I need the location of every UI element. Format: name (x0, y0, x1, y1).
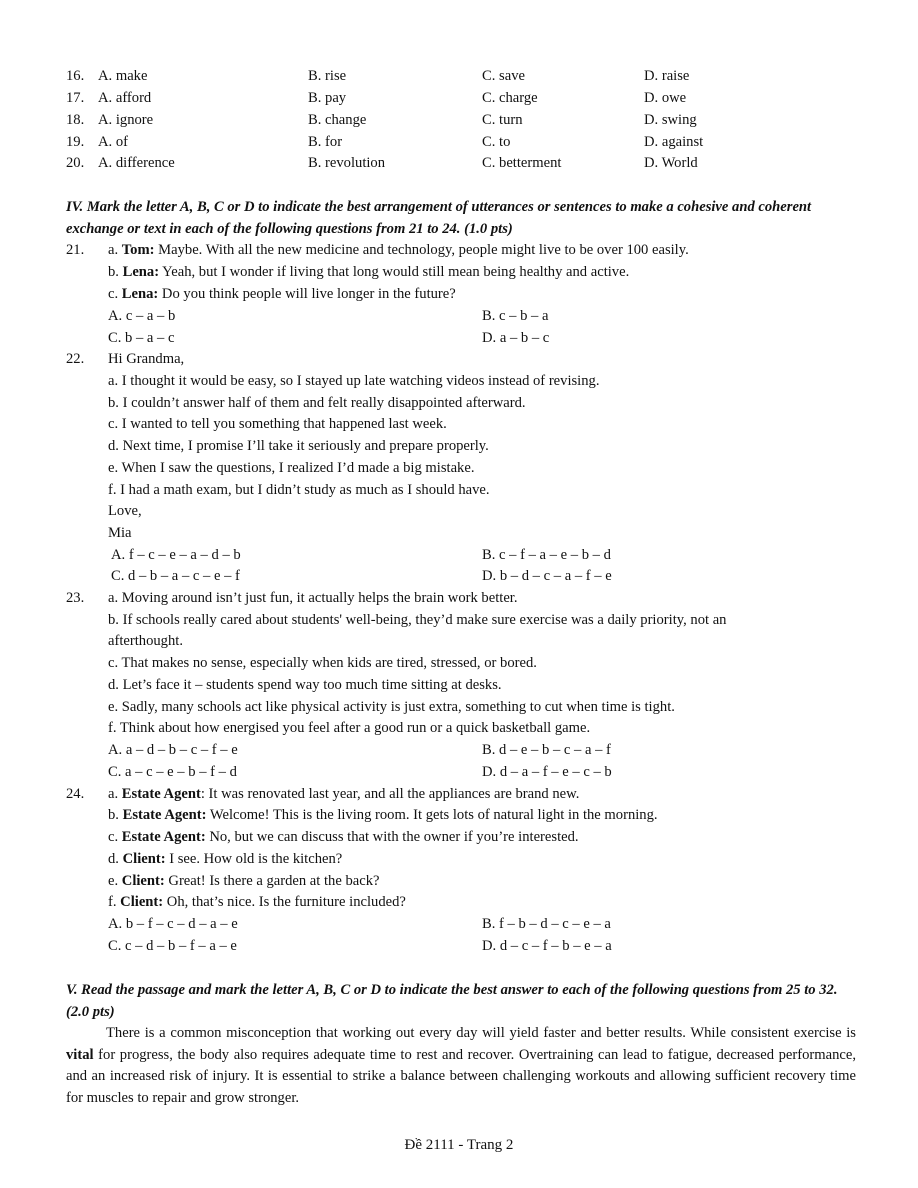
option-b: B. change (308, 112, 367, 128)
q21-line-c: c. Lena: Do you think people will live longer in the future? (108, 286, 456, 302)
q24-answer-c[interactable]: C. c – d – b – f – a – e (108, 938, 237, 954)
option-d: D. swing (644, 112, 697, 128)
page-footer: Đề 2111 - Trang 2 (404, 1137, 514, 1153)
q24-line-c: c. Estate Agent: No, but we can discuss that with the owner if you’re interested. (108, 829, 579, 845)
q23-answer-d[interactable]: D. d – a – f – e – c – b (482, 764, 612, 780)
q22-answer-c[interactable]: C. d – b – a – c – e – f (111, 568, 240, 584)
q23-line-b: b. If schools really cared about students' well-being, they’d make sure exercise was a daily priority, not an (108, 612, 727, 628)
option-c: C. betterment (482, 155, 562, 171)
q23-line-c: c. That makes no sense, especially when kids are tired, stressed, or bored. (108, 655, 537, 671)
speaker: Lena: (121, 286, 159, 302)
option-c: C. charge (482, 90, 538, 106)
q23-line-e: e. Sadly, many schools act like physical activity is just extra, something to cut when time is tight. (108, 699, 675, 715)
section-4-title: IV. Mark the letter A, B, C or D to indicate the best arrangement of utterances or sentences to make a cohesive and coherent exchange or text in each of the following questions from 21 to 24. (1.0 pts) (66, 199, 812, 237)
option-b: B. revolution (308, 155, 386, 171)
reading-passage: There is a common misconception that working out every day will yield faster and better results. While consistent exercise is vital for progress, the body also requires adequate time to rest and recover. Overtraining can lead to fatigue, decreased performance, and an increased risk of injury. It is essential to strike a balance between challenging workouts and allowing sufficient recovery time for muscles to repair and grow stronger. (66, 1025, 856, 1107)
options-row-20 (66, 153, 786, 175)
question-number: 20. (66, 155, 85, 171)
option-b: B. rise (308, 68, 347, 84)
q22-line-f: f. I had a math exam, but I didn’t study as much as I should have. (108, 482, 490, 498)
speaker: Client: (121, 873, 165, 889)
speaker: Client: (122, 851, 166, 867)
speaker: Client: (120, 894, 164, 910)
question-number-24: 24. (66, 786, 85, 802)
option-a: A. afford (98, 90, 152, 106)
q23-line-a: a. Moving around isn’t just fun, it actually helps the brain work better. (108, 590, 518, 606)
question-number: 16. (66, 68, 85, 84)
question-number-23: 23. (66, 590, 85, 606)
q22-closing: Love, (108, 503, 142, 519)
options-row-18 (66, 110, 786, 132)
speaker: Estate Agent (121, 786, 201, 802)
q24-line-b: b. Estate Agent: Welcome! This is the living room. It gets lots of natural light in the morning. (108, 807, 658, 823)
question-number: 19. (66, 134, 85, 150)
option-d: D. raise (644, 68, 690, 84)
q22-line-c: c. I wanted to tell you something that happened last week. (108, 416, 447, 432)
speaker: Estate Agent: (121, 829, 206, 845)
question-number-21: 21. (66, 242, 85, 258)
options-row-16 (66, 66, 786, 88)
q22-line-d: d. Next time, I promise I’ll take it seriously and prepare properly. (108, 438, 489, 454)
q23-answer-c[interactable]: C. a – c – e – b – f – d (108, 764, 237, 780)
option-a: A. ignore (98, 112, 154, 128)
option-b: B. for (308, 134, 343, 150)
option-d: D. against (644, 134, 704, 150)
q23-answer-a[interactable]: A. a – d – b – c – f – e (108, 742, 238, 758)
q22-greeting: Hi Grandma, (108, 351, 185, 367)
option-a: A. of (98, 134, 128, 150)
q24-line-d: d. Client: I see. How old is the kitchen? (108, 851, 343, 867)
q21-answer-b[interactable]: B. c – b – a (482, 308, 549, 324)
q21-answer-a[interactable]: A. c – a – b (108, 308, 176, 324)
question-number: 17. (66, 90, 85, 106)
option-a: A. make (98, 68, 148, 84)
q24-answer-b[interactable]: B. f – b – d – c – e – a (482, 916, 611, 932)
options-row-17 (66, 88, 786, 110)
q21-line-a: a. Tom: Maybe. With all the new medicine and technology, people might live to be over 100 easily. (108, 242, 689, 258)
highlighted-word: vital (66, 1046, 94, 1063)
q24-answer-a[interactable]: A. b – f – c – d – a – e (108, 916, 238, 932)
q21-answer-d[interactable]: D. a – b – c (482, 330, 550, 346)
q23-line-d: d. Let’s face it – students spend way too much time sitting at desks. (108, 677, 502, 693)
q22-line-e: e. When I saw the questions, I realized I’d made a big mistake. (108, 460, 475, 476)
option-d: D. World (644, 155, 698, 171)
q21-answer-c[interactable]: C. b – a – c (108, 330, 175, 346)
option-c: C. save (482, 68, 525, 84)
speaker: Tom: (121, 242, 155, 258)
q22-line-b: b. I couldn’t answer half of them and felt really disappointed afterward. (108, 395, 526, 411)
q22-answer-b[interactable]: B. c – f – a – e – b – d (482, 547, 611, 563)
q24-line-e: e. Client: Great! Is there a garden at the back? (108, 873, 380, 889)
q24-line-f: f. Client: Oh, that’s nice. Is the furniture included? (108, 894, 406, 910)
option-c: C. to (482, 134, 511, 150)
speaker: Estate Agent: (122, 807, 207, 823)
q24-answer-d[interactable]: D. d – c – f – b – e – a (482, 938, 612, 954)
q23-answer-b[interactable]: B. d – e – b – c – a – f (482, 742, 611, 758)
q24-line-a: a. Estate Agent: It was renovated last year, and all the appliances are brand new. (108, 786, 580, 802)
q23-line-f: f. Think about how energised you feel after a good run or a quick basketball game. (108, 720, 591, 736)
option-c: C. turn (482, 112, 523, 128)
speaker: Lena: (122, 264, 160, 280)
q22-line-a: a. I thought it would be easy, so I stayed up late watching videos instead of revising. (108, 373, 600, 389)
q22-answer-a[interactable]: A. f – c – e – a – d – b (111, 547, 241, 563)
question-number-22: 22. (66, 351, 85, 367)
q22-answer-d[interactable]: D. b – d – c – a – f – e (482, 568, 612, 584)
question-number: 18. (66, 112, 85, 128)
option-a: A. difference (98, 155, 175, 171)
q21-line-b: b. Lena: Yeah, but I wonder if living that long would still mean being healthy and active. (108, 264, 630, 280)
options-row-19 (66, 132, 786, 154)
section-5-title: V. Read the passage and mark the letter A, B, C or D to indicate the best answer to each of the following questions from 25 to 32. (2.0 pts) (66, 982, 838, 1020)
q22-signature: Mia (108, 525, 132, 541)
option-d: D. owe (644, 90, 687, 106)
option-b: B. pay (308, 90, 347, 106)
q23-line-b-cont: afterthought. (108, 633, 183, 649)
